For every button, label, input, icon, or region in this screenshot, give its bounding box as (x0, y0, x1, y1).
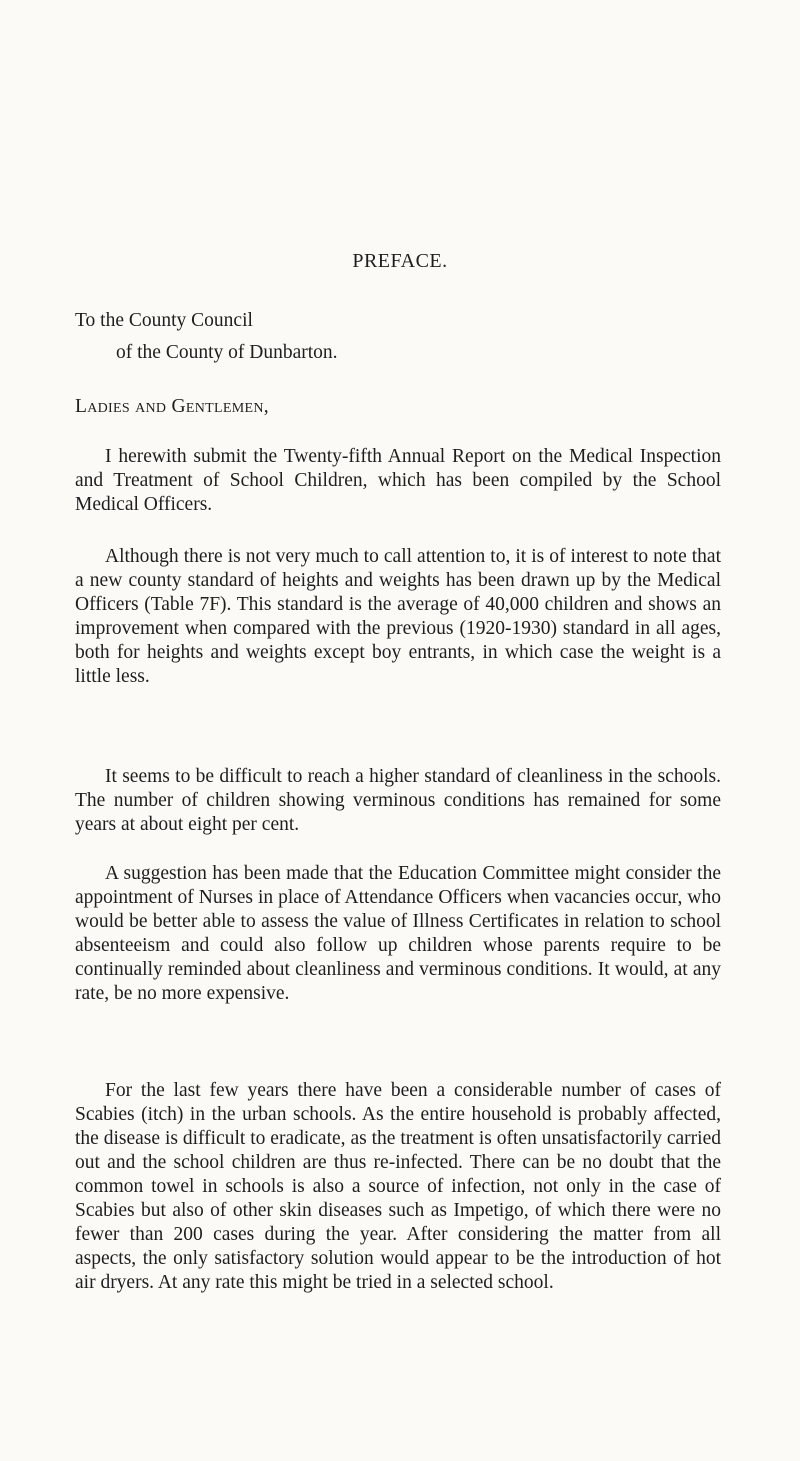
paragraph-1: I herewith submit the Twenty-fifth Annual Report on the Medical Inspection and Treatment of School Children, which has been compiled by the School Medical Officers. (75, 446, 721, 515)
address-line-1: To the County Council (75, 310, 253, 331)
paragraph-4: A suggestion has been made that the Education Committee might consider the appointment of Nurses in place of Attendance Officers when vacancies occur, who would be better able to assess the value of Illness Certificates in relation to school absenteeism and could also follow up children whose parents require to be continually reminded about cleanliness and verminous conditions. It would, at any rate, be no more expensive. (75, 863, 721, 1004)
paragraph-5: For the last few years there have been a considerable number of cases of Scabies (itch) in the urban schools. As the entire household is probably affected, the disease is difficult to eradicate, as the treatment is often unsatisfactorily carried out and the school children are thus re-infected. There can be no doubt that the common towel in schools is also a source of infection, not only in the case of Scabies but also of other skin diseases such as Impetigo, of which there were no fewer than 200 cases during the year. After considering the matter from all aspects, the only satisfactory solution would appear to be the introduction of hot air dryers. At any rate this might be tried in a selected school. (75, 1080, 721, 1293)
salutation: Ladies and Gentlemen, (75, 396, 269, 417)
address-line-2: of the County of Dunbarton. (116, 342, 338, 363)
page-title: PREFACE. (352, 250, 448, 272)
paragraph-2: Although there is not very much to call attention to, it is of interest to note that a new county standard of heights and weights has been drawn up by the Medical Officers (Table 7F). This standard is the average of 40,000 children and shows an improvement when compared with the previous (1920-1930) standard in all ages, both for heights and weights except boy entrants, in which case the weight is a little less. (75, 546, 721, 687)
paragraph-3: It seems to be difficult to reach a higher standard of cleanliness in the schools. The number of children showing verminous conditions has remained for some years at about eight per cent. (75, 766, 721, 835)
